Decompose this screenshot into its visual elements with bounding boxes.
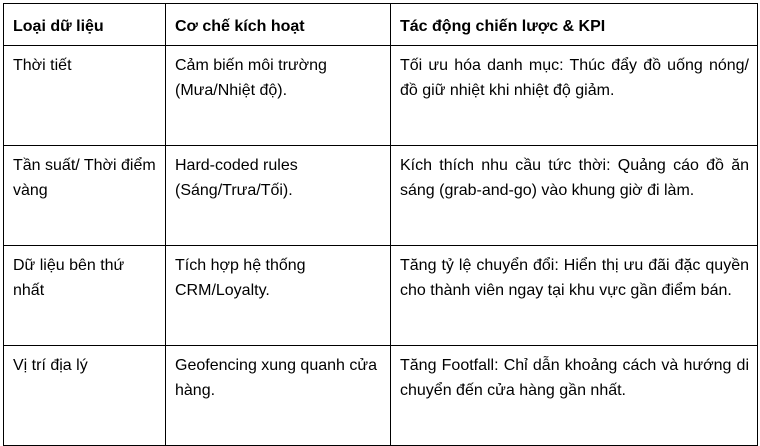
cell-data-type: Vị trí địa lý <box>4 346 166 446</box>
cell-trigger: Cảm biến môi trường (Mưa/Nhiệt độ). <box>166 46 391 146</box>
header-trigger-mechanism: Cơ chế kích hoạt <box>166 4 391 46</box>
cell-impact: Kích thích nhu cầu tức thời: Quảng cáo đồ ăn sáng (grab-and-go) vào khung giờ đi làm. <box>391 146 758 246</box>
cell-data-type: Thời tiết <box>4 46 166 146</box>
cell-impact: Tăng Footfall: Chỉ dẫn khoảng cách và hướng di chuyển đến cửa hàng gần nhất. <box>391 346 758 446</box>
table-row <box>4 46 758 146</box>
table-row <box>4 246 758 346</box>
table-header-row <box>4 4 758 46</box>
header-data-type: Loại dữ liệu <box>4 4 166 46</box>
table-row <box>4 346 758 446</box>
header-strategic-impact: Tác động chiến lược & KPI <box>391 4 758 46</box>
cell-trigger: Tích hợp hệ thống CRM/Loyalty. <box>166 246 391 346</box>
kpi-data-table <box>3 3 758 446</box>
cell-impact: Tăng tỷ lệ chuyển đổi: Hiển thị ưu đãi đặc quyền cho thành viên ngay tại khu vực gần điểm bán. <box>391 246 758 346</box>
cell-data-type: Tần suất/ Thời điểm vàng <box>4 146 166 246</box>
cell-trigger: Geofencing xung quanh cửa hàng. <box>166 346 391 446</box>
cell-data-type: Dữ liệu bên thứ nhất <box>4 246 166 346</box>
cell-trigger: Hard-coded rules (Sáng/Trưa/Tối). <box>166 146 391 246</box>
cell-impact: Tối ưu hóa danh mục: Thúc đẩy đồ uống nóng/đồ giữ nhiệt khi nhiệt độ giảm. <box>391 46 758 146</box>
table-row <box>4 146 758 246</box>
